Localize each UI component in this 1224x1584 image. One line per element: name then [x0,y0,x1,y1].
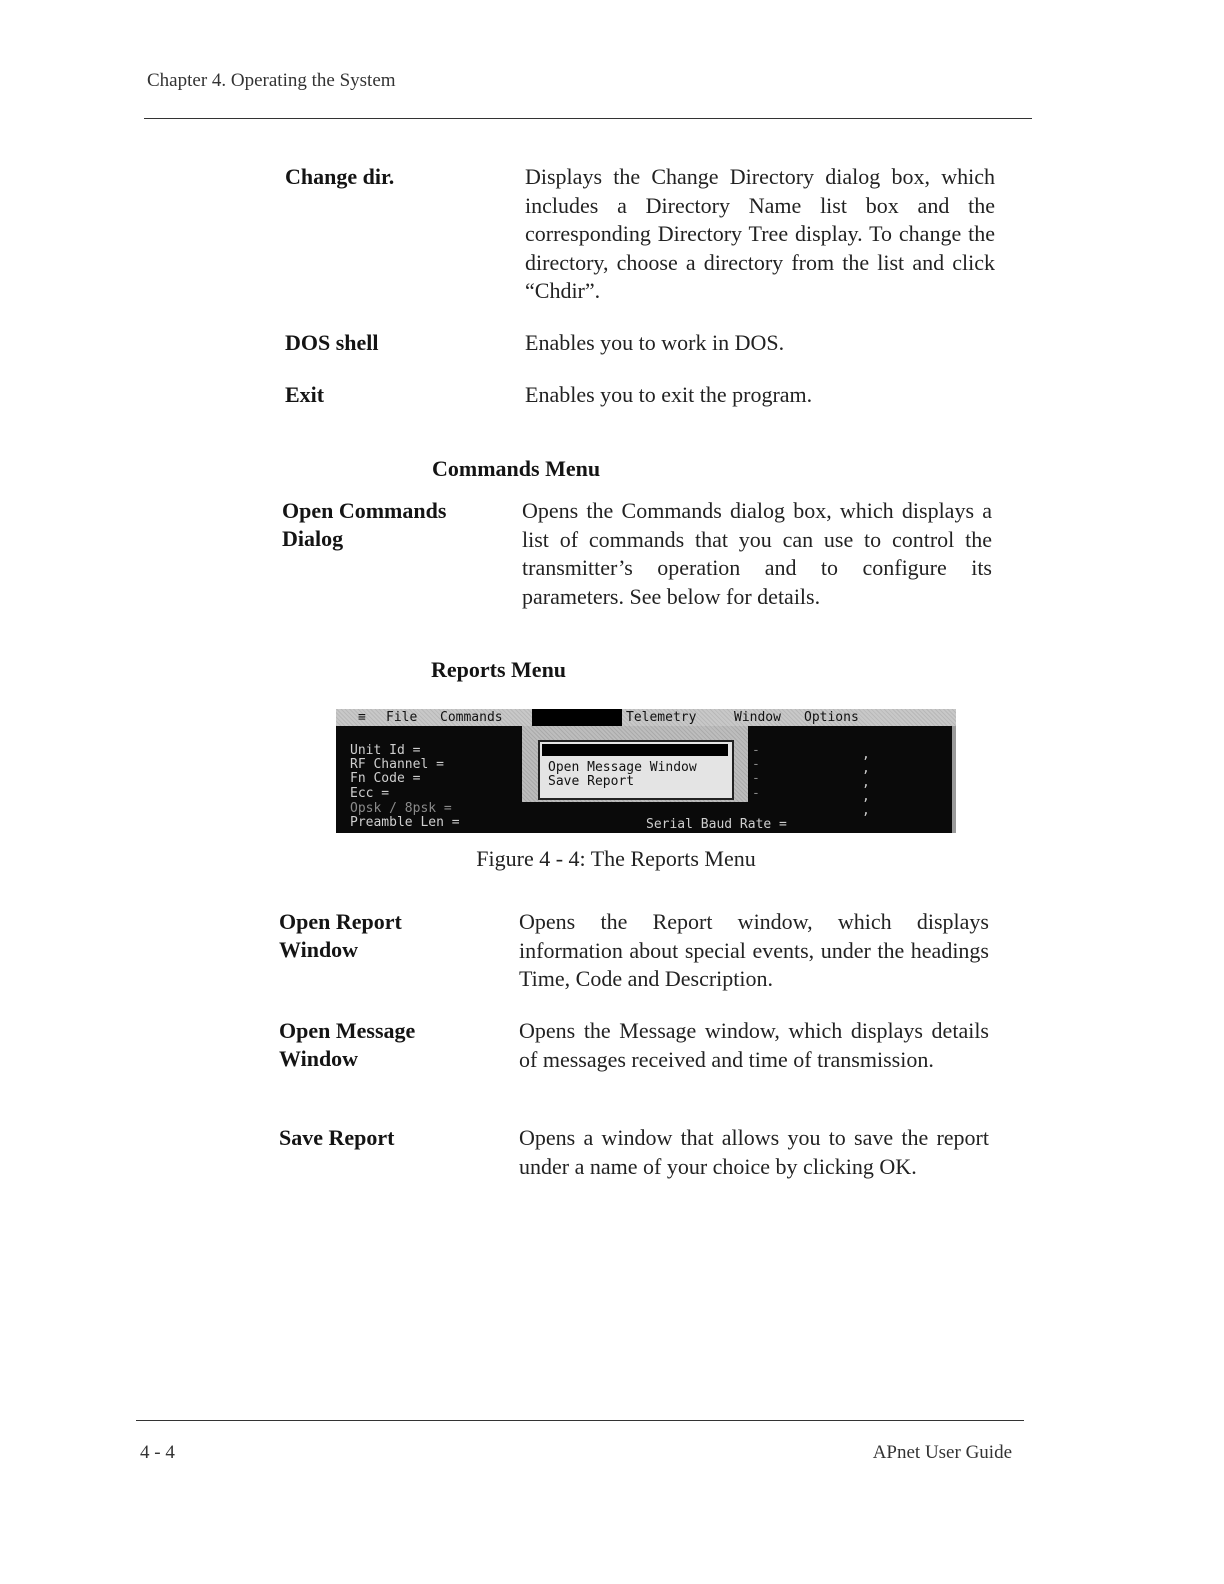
description: Opens the Report window, which displays information about special events, under the headings Time, Code and Description. [519,909,989,991]
dos-menu-file: File [386,710,418,725]
dos-dash-marker: - [752,786,760,801]
guide-title: APnet User Guide [872,1442,1012,1463]
figure-caption: Figure 4 - 4: The Reports Menu [476,846,756,871]
dos-scroll-edge [952,726,956,833]
dos-field: Opsk / 8psk = [350,801,452,816]
dos-field: RF Channel = [350,757,444,772]
reports-dropdown-frame [538,740,734,800]
term [279,1017,509,1073]
description: Opens a window that allows you to save the report under a name of your choice by clicking OK. [519,1125,989,1179]
description: Enables you to work in DOS. [525,330,785,355]
description: Enables you to exit the program. [525,382,813,407]
term-line: Open Report [279,909,402,934]
dos-field: Unit Id = [350,743,421,758]
dos-dash-marker: - [752,743,760,758]
dos-dash-marker: - [752,771,760,786]
term-line: Window [279,937,359,962]
term [279,908,509,964]
dos-separator: , [862,747,870,762]
term: DOS shell [285,330,379,355]
dos-menu-options: Options [804,710,859,725]
dos-field: Preamble Len = [350,815,460,830]
dos-menu-commands: Commands [440,710,503,725]
dos-separator: , [862,761,870,776]
dos-status-field: Serial Baud Rate = [646,817,787,832]
running-header: Chapter 4. Operating the System [147,70,396,91]
term: Change dir. [285,164,395,189]
term-line: Window [279,1046,359,1071]
term: Exit [285,382,325,407]
description: Displays the Change Directory dialog box, which includes a Directory Name list box and the corresponding Directory Tree display. To change the directory, choose a directory from the list and click “Chdir”. [525,164,995,303]
page-number: 4 - 4 [140,1442,175,1463]
footer-rule [136,1420,1024,1421]
open-message-window-item[interactable]: Open Message Window [548,760,697,775]
dos-separator: , [862,803,870,818]
section-heading-commands: Commands Menu [432,456,601,481]
dos-menu-telemetry: Telemetry [626,710,697,725]
term-line: Save Report [279,1125,395,1150]
term [282,497,512,553]
dos-menu-window: Window [734,710,781,725]
dos-field: Fn Code = [350,771,421,786]
dos-menu-reports-highlight [532,709,622,726]
dos-separator: , [862,775,870,790]
open-report-window-item-selected[interactable] [542,744,728,756]
dos-field: Ecc = [350,786,390,801]
section-heading-reports: Reports Menu [431,657,567,682]
system-menu-icon: ≡ [358,710,366,725]
dos-menubar [336,709,956,726]
dos-dash-marker: - [752,757,760,772]
description: Opens the Message window, which displays details of messages received and time of transmission. [519,1018,989,1072]
term-line: Open Commands [282,498,447,523]
term-line: Dialog [282,526,344,551]
description: Opens the Commands dialog box, which displays a list of commands that you can use to control the transmitter’s operation and to configure its parameters. See below for details. [522,498,992,609]
term [279,1124,509,1152]
dos-separator: , [862,789,870,804]
reports-dropdown [522,726,748,802]
header-rule [144,118,1032,119]
term-line: Open Message [279,1018,416,1043]
reports-menu-screenshot [336,709,956,833]
save-report-item[interactable]: Save Report [548,774,635,789]
